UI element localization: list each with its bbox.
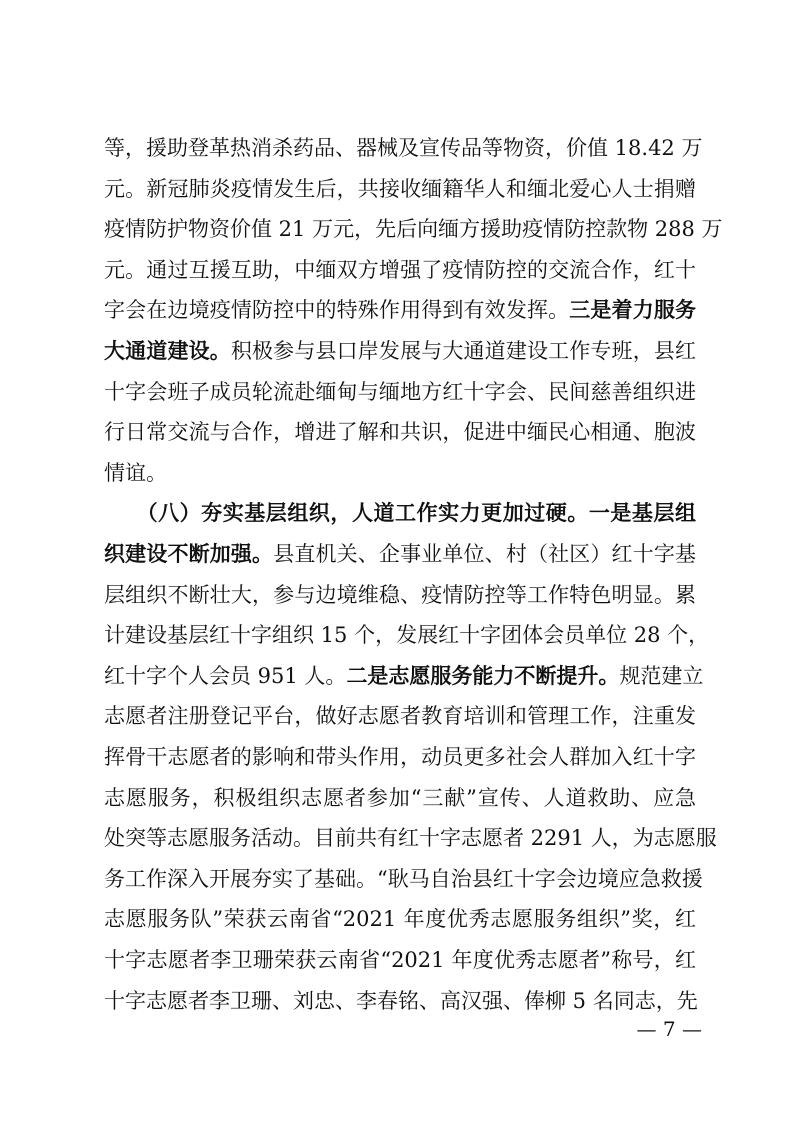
bold-text-run: 二是志愿服务能力不断提升。 — [346, 662, 620, 688]
text-line — [104, 696, 696, 736]
text-line — [104, 778, 696, 818]
text-line — [104, 250, 696, 290]
text-run: 字会在边境疫情防控中的特殊作用得到有效发挥。 — [104, 298, 570, 323]
text-run: 县直机关、企事业单位、村（社区）红十字基 — [273, 542, 697, 566]
text-run: 积极参与县口岸发展与大通道建设工作专班，县红 — [230, 339, 696, 363]
text-line — [104, 981, 696, 1021]
text-run: 等，援助登革热消杀药品、器械及宣传品等物资，价值 18.42 万 — [104, 136, 703, 160]
text-run: 挥骨干志愿者的影响和带头作用，动员更多社会人群加入红十字 — [104, 745, 696, 769]
text-line — [104, 534, 696, 574]
text-line — [104, 656, 704, 696]
text-run: 行日常交流与合作，增进了解和共识，促进中缅民心相通、胞波 — [104, 420, 696, 445]
text-run: 元。通过互援互助，中缅双方增强了疫情防控的交流合作，红十 — [104, 257, 696, 282]
text-line — [104, 169, 696, 209]
text-run: 志愿者注册登记平台，做好志愿者教育培训和管理工作，注重发 — [104, 704, 696, 729]
text-run: 十字会班子成员轮流赴缅甸与缅地方红十字会、民间慈善组织进 — [104, 379, 696, 404]
text-run: 层组织不断壮大，参与边境维稳、疫情防控等工作特色明显。累 — [104, 582, 696, 607]
text-line — [104, 331, 696, 371]
text-line — [104, 940, 696, 980]
text-line — [104, 615, 710, 655]
text-run: 疫情防护物资价值 21 万元，先后向缅方援助疫情防控款物 288 万 — [104, 217, 723, 242]
bold-text-run: （八）夯实基层组织，人道工作实力更加过硬。一是基层组 — [104, 500, 696, 526]
text-run: 计建设基层红十字组织 15 个，发展红十字团体会员单位 28 个， — [104, 623, 710, 648]
text-line — [104, 290, 696, 330]
text-line — [104, 412, 696, 452]
text-run: 十字志愿者李卫珊、刘忠、李春铭、高汉强、俸柳 5 名同志，先 — [104, 988, 698, 1013]
text-run: 规范建立 — [619, 663, 704, 688]
text-line — [104, 575, 696, 615]
text-run: 处突等志愿服务活动。目前共有红十字志愿者 2291 人，为志愿服 — [104, 826, 717, 851]
text-run: 务工作深入开展夯实了基础。“耿马自治县红十字会边境应急救援 — [104, 866, 703, 891]
text-run: 志愿服务队”荣获云南省“2021 年度优秀志愿服务组织”奖，红 — [104, 907, 696, 932]
text-run: 志愿服务，积极组织志愿者参加“三献”宣传、人道救助、应急 — [104, 785, 696, 810]
text-line — [104, 128, 703, 168]
text-line — [104, 818, 717, 858]
bold-text-run: 织建设不断加强。 — [104, 541, 274, 566]
bold-text-run: 三是着力服务 — [569, 297, 697, 323]
text-line — [104, 372, 696, 412]
text-run: 元。新冠肺炎疫情发生后，共接收缅籍华人和缅北爱心人士捐赠 — [104, 176, 696, 201]
text-line — [104, 899, 696, 939]
text-line — [104, 209, 723, 249]
text-line — [104, 493, 696, 533]
text-line — [104, 453, 696, 493]
text-run: 情谊。 — [104, 460, 167, 485]
text-line — [104, 859, 703, 899]
text-run: 十字志愿者李卫珊荣获云南省“2021 年度优秀志愿者”称号，红 — [104, 948, 696, 972]
text-run: 红十字个人会员 951 人。 — [104, 663, 347, 688]
text-line — [104, 737, 696, 777]
page-number: — 7 — — [636, 1017, 702, 1041]
bold-text-run: 大通道建设。 — [104, 338, 231, 363]
